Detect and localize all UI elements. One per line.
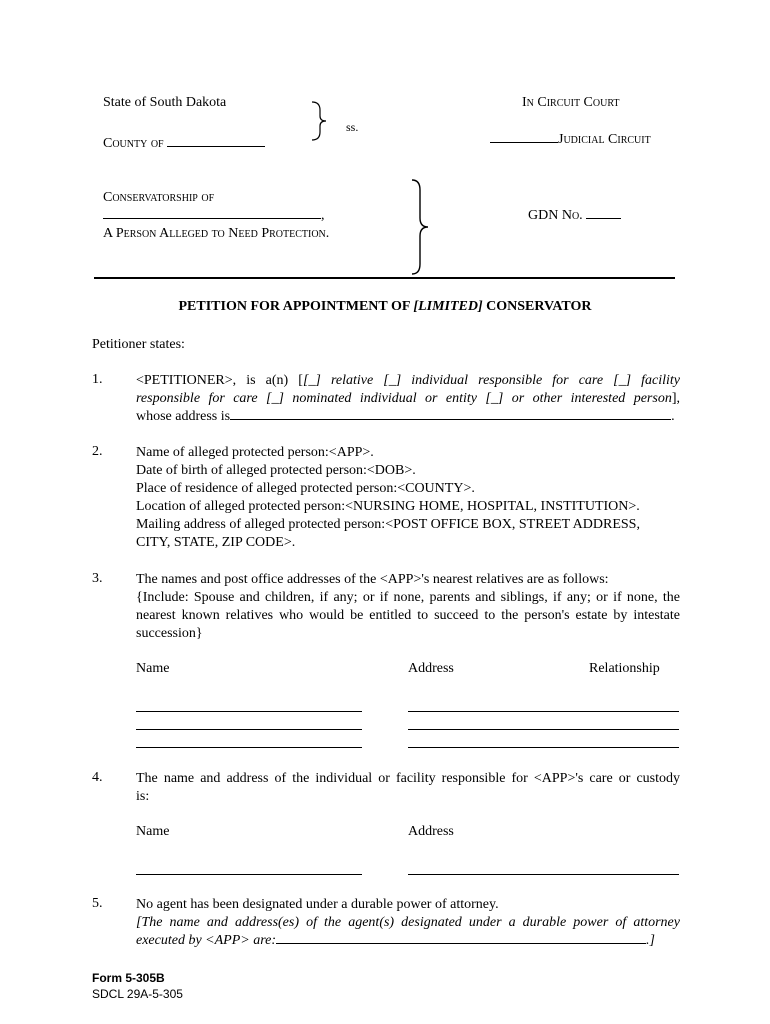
ss-label: ss. [346,120,359,134]
county-blank[interactable] [167,146,265,147]
item-3-line: succession} [136,626,203,641]
court-label: In Circuit Court [522,95,620,110]
large-bracket-icon [408,178,432,276]
item-2-line: Date of birth of alleged protected person:<DOB>. [136,463,416,478]
intro-text: Petitioner states: [92,337,185,352]
item-1-period: . [671,409,675,424]
title-suffix: CONSERVATOR [482,299,592,314]
item-2-line: Location of alleged protected person:<NURSING HOME, HOSPITAL, INSTITUTION>. [136,499,640,514]
bracket-icon [310,100,330,142]
ward-name-line [103,208,325,224]
county-label-text: County of [103,136,164,151]
caption-divider [94,277,675,279]
relative-name-blank[interactable] [136,729,362,730]
item-3-line: The names and post office addresses of the <APP>'s nearest relatives are as follows: [136,572,609,587]
item-5-agent-label: executed by <APP> are: [136,933,277,948]
item-1-line2-end: ], [671,391,680,406]
comma: , [321,208,325,223]
item-5 [136,896,680,950]
item-2-line: CITY, STATE, ZIP CODE>. [136,535,296,550]
custodian-address-blank[interactable] [408,874,679,875]
item-number: 4. [92,770,103,785]
county-label [103,136,265,152]
relative-address-blank[interactable] [408,711,679,712]
item-1-options-a: [_] relative [_] individual responsible for care [_] facility [302,373,680,388]
item-4-line: The name and address of the individual or facility responsible for <APP>'s care or custody [136,771,680,786]
statute-reference: SDCL 29A-5-305 [92,987,183,1001]
gdn-no-text: GDN No. [528,208,583,223]
col-relationship-header: Relationship [589,661,660,676]
item-1-line2 [136,390,680,408]
item-number: 2. [92,444,103,459]
relative-address-blank[interactable] [408,747,679,748]
item-5-line: [The name and address(es) of the agent(s) designated under a durable power of attorney [136,915,680,930]
relative-name-blank[interactable] [136,711,362,712]
form-number: Form 5-305B [92,971,165,985]
gdn-label [528,208,621,224]
item-1-line3 [136,408,680,426]
col-address-header: Address [408,661,454,676]
circuit-blank[interactable] [490,142,558,143]
item-5-end: .] [646,933,655,948]
custodian-name-blank[interactable] [136,874,362,875]
item-2-line: Place of residence of alleged protected person:<COUNTY>. [136,481,475,496]
item-3 [136,571,680,643]
item-2 [136,444,680,552]
title-italic: [LIMITED] [413,299,483,314]
person-alleged-label: A Person Alleged to Need Protection. [103,226,330,241]
item-1-options-b: responsible for care [_] nominated individual or entity [_] or other interested person [136,391,672,406]
item-3-line: {Include: Spouse and children, if any; or if none, parents and siblings, if any; or if none, the [136,590,680,605]
item-1-address-label: whose address is [136,409,231,424]
item-1-text-a: <PETITIONER>, is a(n) [ [136,373,303,388]
agent-blank[interactable] [276,943,646,944]
relative-address-blank[interactable] [408,729,679,730]
gdn-blank[interactable] [586,218,621,219]
custodian-name-header: Name [136,824,170,839]
title-prefix: PETITION FOR APPOINTMENT OF [178,299,414,314]
judicial-circuit-text: Judicial Circuit [558,132,651,147]
petitioner-address-blank[interactable] [230,419,671,420]
conservatorship-label: Conservatorship of [103,190,215,205]
judicial-circuit-label [490,132,651,148]
page-title [0,299,770,315]
item-1 [136,372,680,426]
item-number: 3. [92,571,103,586]
ward-name-blank[interactable] [103,218,321,219]
item-4 [136,770,680,806]
state-label: State of South Dakota [103,95,227,110]
item-5-line: No agent has been designated under a durable power of attorney. [136,897,499,912]
item-4-line: is: [136,789,150,804]
item-number: 5. [92,896,103,911]
item-2-line: Name of alleged protected person:<APP>. [136,445,374,460]
item-number: 1. [92,372,103,387]
col-name-header: Name [136,661,170,676]
custodian-address-header: Address [408,824,454,839]
item-1-line1 [136,372,680,390]
relative-name-blank[interactable] [136,747,362,748]
item-2-line: Mailing address of alleged protected person:<POST OFFICE BOX, STREET ADDRESS, [136,517,640,532]
item-3-line: nearest known relatives who would be entitled to succeed to the person's estate by intestate [136,608,680,623]
item-5-line [136,932,680,950]
